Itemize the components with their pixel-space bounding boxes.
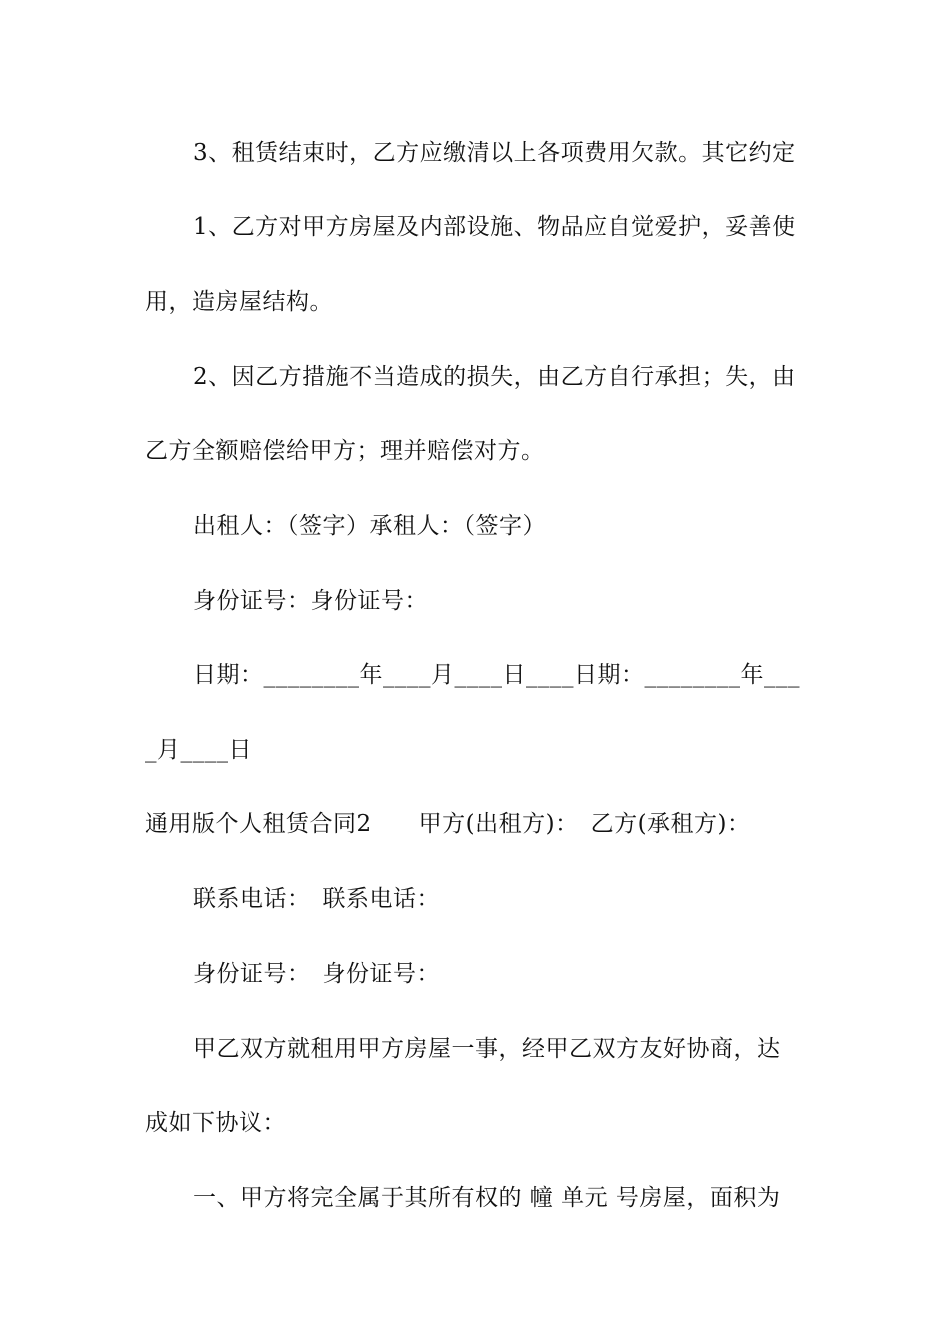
paragraph-line: 甲乙双方就租用甲方房屋一事，经甲乙双方友好协商，达 bbox=[193, 1036, 781, 1062]
paragraph-line: 用，造房屋结构。 bbox=[145, 289, 333, 315]
phone-line: 联系电话： 联系电话： bbox=[193, 886, 440, 912]
paragraph-line: 2、因乙方措施不当造成的损失，由乙方自行承担；失，由 bbox=[193, 364, 796, 390]
paragraph-line: 1、乙方对甲方房屋及内部设施、物品应自觉爱护，妥善使 bbox=[193, 214, 796, 240]
paragraph-line: 乙方全额赔偿给甲方；理并赔偿对方。 bbox=[145, 438, 545, 464]
date-line-continued: _月____日 bbox=[145, 737, 252, 763]
id-number-line: 身份证号：身份证号： bbox=[193, 588, 428, 614]
contract-heading-line: 通用版个人租赁合同2 甲方(出租方)： 乙方(承租方)： bbox=[145, 811, 751, 837]
paragraph-line: 成如下协议： bbox=[145, 1110, 286, 1136]
date-line: 日期：________年____月____日____日期：________年___ bbox=[193, 662, 800, 688]
paragraph-line: 一、甲方将完全属于其所有权的 幢 单元 号房屋，面积为 bbox=[193, 1185, 781, 1211]
paragraph-line: 3、租赁结束时，乙方应缴清以上各项费用欠款。其它约定 bbox=[193, 140, 796, 166]
id-number-line: 身份证号： 身份证号： bbox=[193, 961, 440, 987]
signature-line: 出租人：（签字）承租人：（签字） bbox=[193, 513, 546, 539]
